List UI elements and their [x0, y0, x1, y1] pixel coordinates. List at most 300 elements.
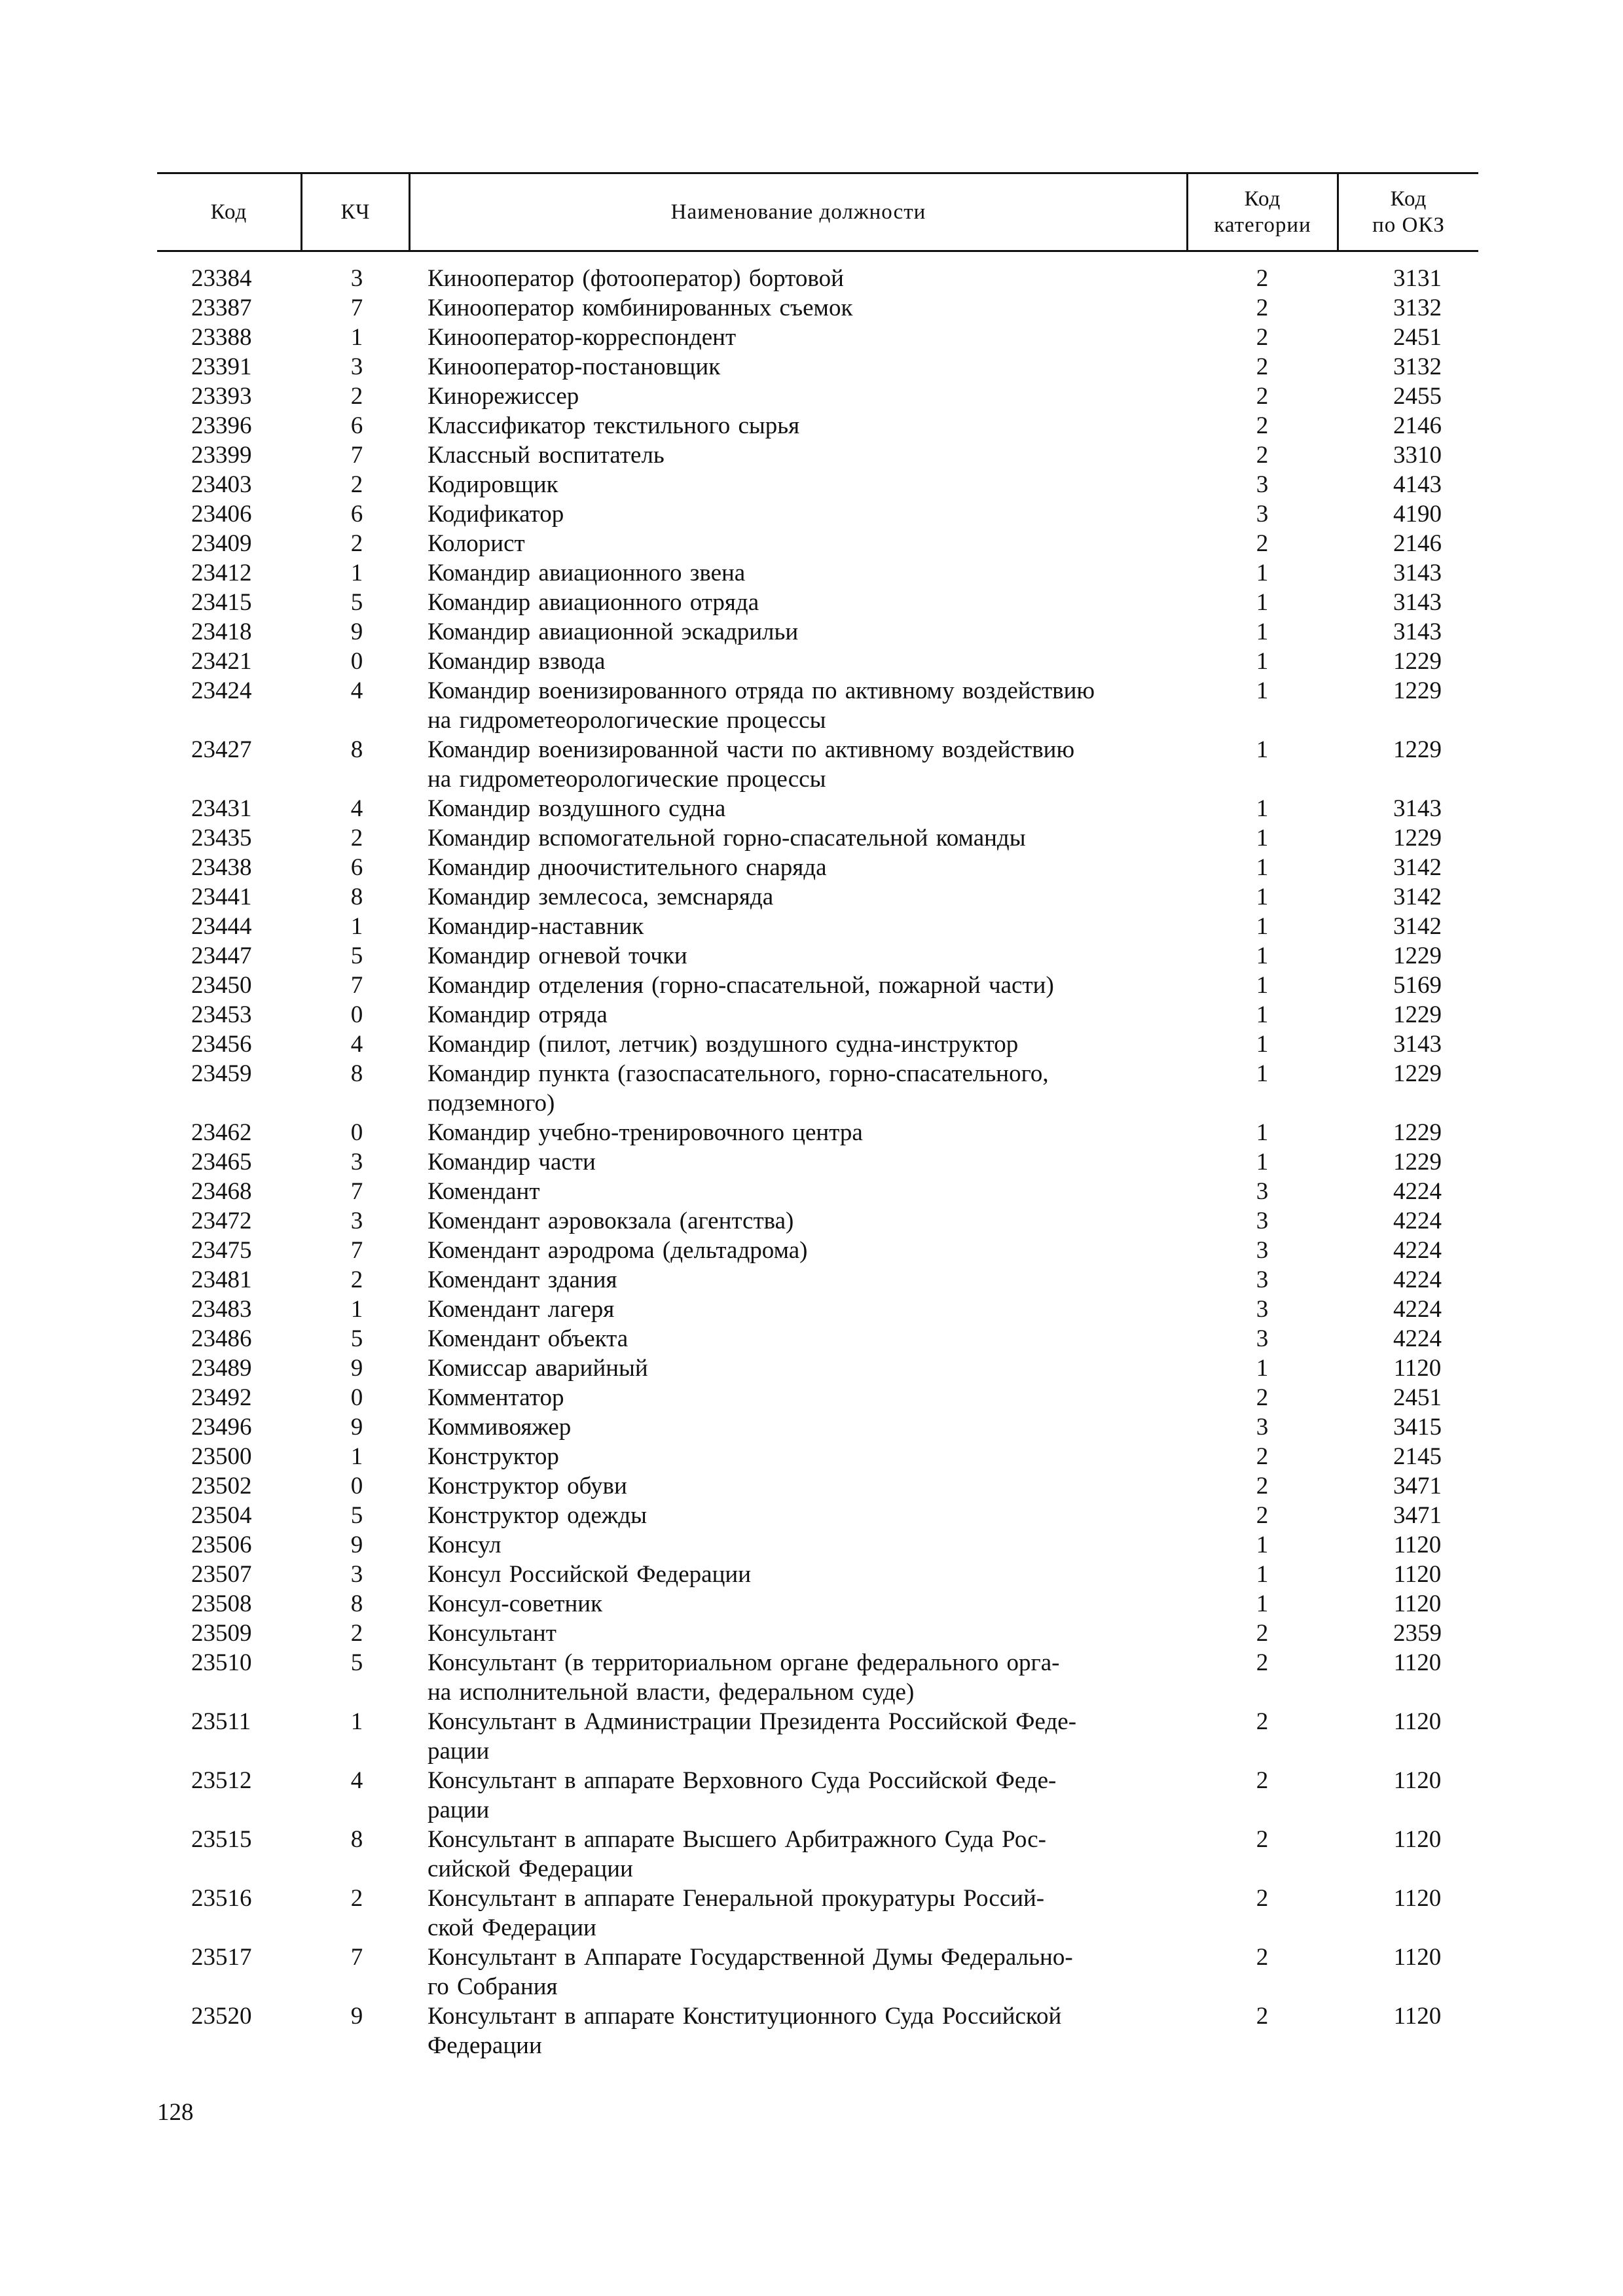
row-position-name — [428, 1059, 1324, 1118]
row-okz: 1229 — [1393, 677, 1442, 704]
row-position-name — [428, 529, 1324, 558]
row-kch: 3 — [350, 265, 363, 292]
row-category: 1 — [1256, 619, 1269, 645]
row-name-line: Консультант в аппарате Высшего Арбитражного Суда Рос- — [428, 1826, 1047, 1853]
row-okz: 3471 — [1393, 1502, 1442, 1529]
row-code: 23403 — [191, 471, 252, 498]
row-category: 1 — [1256, 677, 1269, 704]
row-kch: 3 — [350, 1208, 363, 1234]
row-position-name — [428, 617, 1324, 647]
table-row — [157, 1825, 1478, 1884]
row-okz: 3132 — [1393, 295, 1442, 321]
row-name-line: Командир авиационного отряда — [428, 589, 759, 616]
row-okz: 4224 — [1393, 1237, 1442, 1264]
table-row — [157, 912, 1478, 941]
row-name-line: Комментатор — [428, 1384, 564, 1411]
row-position-name — [428, 470, 1324, 499]
row-okz: 1229 — [1393, 1119, 1442, 1146]
row-position-name — [428, 1501, 1324, 1530]
row-name-line: Консультант — [428, 1620, 556, 1647]
row-name-line: Командир военизированной части по активному воздействию — [428, 736, 1075, 763]
table-row — [157, 1383, 1478, 1412]
row-name-line: Командир части — [428, 1149, 596, 1175]
row-okz: 3142 — [1393, 854, 1442, 881]
row-kch: 5 — [350, 1502, 363, 1529]
row-kch: 3 — [350, 353, 363, 380]
row-position-name — [428, 1619, 1324, 1648]
table-row — [157, 1943, 1478, 2001]
row-position-name — [428, 676, 1324, 735]
row-code: 23489 — [191, 1355, 252, 1382]
row-category: 3 — [1256, 1208, 1269, 1234]
header-position-name — [410, 174, 1188, 250]
header-category-line-2: категории — [1214, 213, 1311, 237]
row-code: 23384 — [191, 265, 252, 292]
row-code: 23412 — [191, 560, 252, 586]
row-name-line: Командир учебно-тренировочного центра — [428, 1119, 863, 1146]
row-category: 1 — [1256, 884, 1269, 910]
header-code-label: Код — [210, 200, 247, 224]
row-code: 23438 — [191, 854, 252, 881]
row-code: 23483 — [191, 1296, 252, 1323]
table-row — [157, 1707, 1478, 1766]
row-okz: 1120 — [1393, 1826, 1442, 1853]
row-okz: 2455 — [1393, 383, 1442, 410]
row-kch: 7 — [350, 442, 363, 469]
header-kch-label: КЧ — [340, 200, 371, 224]
row-kch: 4 — [350, 1031, 363, 1058]
row-category: 1 — [1256, 854, 1269, 881]
row-okz: 2451 — [1393, 1384, 1442, 1411]
row-position-name — [428, 293, 1324, 323]
table-row — [157, 941, 1478, 971]
row-category: 1 — [1256, 1001, 1269, 1028]
row-kch: 4 — [350, 795, 363, 822]
row-code: 23506 — [191, 1532, 252, 1558]
row-name-line: на гидрометеорологические процессы — [428, 766, 826, 793]
table-row — [157, 1295, 1478, 1324]
row-category: 2 — [1256, 1443, 1269, 1470]
row-name-line: Командир воздушного судна — [428, 795, 726, 822]
row-code: 23475 — [191, 1237, 252, 1264]
row-name-line: Консультант в аппарате Верховного Суда Российской Феде- — [428, 1767, 1057, 1794]
row-okz: 4224 — [1393, 1178, 1442, 1205]
row-code: 23399 — [191, 442, 252, 469]
row-kch: 8 — [350, 736, 363, 763]
row-code: 23393 — [191, 383, 252, 410]
row-code: 23486 — [191, 1325, 252, 1352]
table-row — [157, 1471, 1478, 1501]
row-category: 1 — [1256, 648, 1269, 675]
row-name-line: на исполнительной власти, федеральном суде) — [428, 1679, 915, 1706]
row-category: 3 — [1256, 1414, 1269, 1441]
row-category: 1 — [1256, 1031, 1269, 1058]
row-position-name — [428, 853, 1324, 882]
row-kch: 3 — [350, 1561, 363, 1588]
table-row — [157, 2001, 1478, 2060]
row-position-name — [428, 1530, 1324, 1560]
row-kch: 9 — [350, 619, 363, 645]
row-okz: 1229 — [1393, 736, 1442, 763]
row-position-name — [428, 823, 1324, 853]
row-okz: 3310 — [1393, 442, 1442, 469]
row-category: 1 — [1256, 1060, 1269, 1087]
row-name-line: Комендант — [428, 1178, 540, 1205]
table-row — [157, 853, 1478, 882]
row-name-line: Кинорежиссер — [428, 383, 579, 410]
row-position-name — [428, 971, 1324, 1000]
row-code: 23435 — [191, 825, 252, 852]
row-kch: 5 — [350, 1325, 363, 1352]
row-name-line: Классный воспитатель — [428, 442, 665, 469]
row-position-name — [428, 382, 1324, 411]
table-row — [157, 264, 1478, 293]
row-name-line: Командир огневой точки — [428, 942, 687, 969]
header-category-line-1: Код — [1244, 187, 1281, 211]
row-code: 23459 — [191, 1060, 252, 1087]
row-okz: 4224 — [1393, 1208, 1442, 1234]
table-header — [157, 172, 1478, 252]
row-category: 2 — [1256, 353, 1269, 380]
row-name-line: Кодировщик — [428, 471, 558, 498]
row-kch: 6 — [350, 412, 363, 439]
row-code: 23502 — [191, 1473, 252, 1499]
row-category: 2 — [1256, 295, 1269, 321]
header-code — [157, 174, 302, 250]
row-position-name — [428, 1442, 1324, 1471]
row-kch: 9 — [350, 2003, 363, 2030]
row-name-line: Консультант в Аппарате Государственной Думы Федерально- — [428, 1944, 1073, 1971]
row-code: 23453 — [191, 1001, 252, 1028]
table-row — [157, 1501, 1478, 1530]
row-okz: 3143 — [1393, 619, 1442, 645]
table-row — [157, 647, 1478, 676]
row-position-name — [428, 1943, 1324, 2001]
row-code: 23517 — [191, 1944, 252, 1971]
row-kch: 5 — [350, 1649, 363, 1676]
row-kch: 9 — [350, 1532, 363, 1558]
table-row — [157, 558, 1478, 588]
row-code: 23512 — [191, 1767, 252, 1794]
row-name-line: Кинооператор-постановщик — [428, 353, 721, 380]
row-code: 23509 — [191, 1620, 252, 1647]
row-code: 23406 — [191, 501, 252, 528]
row-kch: 8 — [350, 1590, 363, 1617]
row-category: 2 — [1256, 1620, 1269, 1647]
row-name-line: Командир отряда — [428, 1001, 608, 1028]
header-kch — [302, 174, 410, 250]
row-category: 2 — [1256, 412, 1269, 439]
row-position-name — [428, 882, 1324, 912]
row-code: 23515 — [191, 1826, 252, 1853]
header-name-label: Наименование должности — [670, 200, 926, 224]
table-row — [157, 323, 1478, 352]
row-kch: 9 — [350, 1414, 363, 1441]
table-body — [157, 264, 1478, 2060]
row-kch: 7 — [350, 972, 363, 999]
row-name-line: Коммивояжер — [428, 1414, 572, 1441]
row-position-name — [428, 1118, 1324, 1147]
row-name-line: Командир авиационной эскадрильи — [428, 619, 799, 645]
row-code: 23444 — [191, 913, 252, 940]
table-row — [157, 411, 1478, 440]
row-okz: 3142 — [1393, 913, 1442, 940]
row-position-name — [428, 1147, 1324, 1177]
row-code: 23431 — [191, 795, 252, 822]
row-okz: 1120 — [1393, 1649, 1442, 1676]
row-okz: 1229 — [1393, 648, 1442, 675]
row-category: 1 — [1256, 589, 1269, 616]
row-name-line: рации — [428, 1738, 490, 1765]
row-name-line: Кинооператор (фотооператор) бортовой — [428, 265, 844, 292]
row-code: 23387 — [191, 295, 252, 321]
row-name-line: Командир-наставник — [428, 913, 644, 940]
row-name-line: Командир авиационного звена — [428, 560, 746, 586]
row-okz: 1229 — [1393, 825, 1442, 852]
row-kch: 8 — [350, 1060, 363, 1087]
row-position-name — [428, 499, 1324, 529]
row-kch: 0 — [350, 1001, 363, 1028]
row-kch: 8 — [350, 884, 363, 910]
row-code: 23427 — [191, 736, 252, 763]
row-name-line: Командир землесоса, земснаряда — [428, 884, 774, 910]
row-code: 23456 — [191, 1031, 252, 1058]
row-code: 23468 — [191, 1178, 252, 1205]
row-okz: 2146 — [1393, 530, 1442, 557]
row-position-name — [428, 1707, 1324, 1766]
row-category: 3 — [1256, 1325, 1269, 1352]
table-row — [157, 823, 1478, 853]
row-category: 2 — [1256, 383, 1269, 410]
row-name-line: Консультант в аппарате Конституционного Суда Российской — [428, 2003, 1062, 2030]
row-position-name — [428, 1648, 1324, 1707]
table-row — [157, 470, 1478, 499]
row-position-name — [428, 440, 1324, 470]
row-category: 1 — [1256, 1355, 1269, 1382]
row-name-line: Комендант аэродрома (дельтадрома) — [428, 1237, 808, 1264]
row-category: 1 — [1256, 1590, 1269, 1617]
table-row — [157, 1206, 1478, 1236]
row-okz: 4224 — [1393, 1266, 1442, 1293]
row-kch: 2 — [350, 1620, 363, 1647]
table-row — [157, 676, 1478, 735]
row-category: 1 — [1256, 825, 1269, 852]
row-okz: 1229 — [1393, 1149, 1442, 1175]
row-name-line: Командир взвода — [428, 648, 606, 675]
row-position-name — [428, 588, 1324, 617]
row-kch: 1 — [350, 560, 363, 586]
row-category: 1 — [1256, 1532, 1269, 1558]
row-code: 23450 — [191, 972, 252, 999]
table-row — [157, 1147, 1478, 1177]
row-kch: 7 — [350, 1944, 363, 1971]
row-category: 3 — [1256, 501, 1269, 528]
row-name-line: Командир (пилот, летчик) воздушного судна-инструктор — [428, 1031, 1019, 1058]
row-category: 3 — [1256, 471, 1269, 498]
row-kch: 1 — [350, 1443, 363, 1470]
header-okz — [1339, 174, 1478, 250]
table-row — [157, 1589, 1478, 1619]
row-kch: 2 — [350, 471, 363, 498]
row-category: 2 — [1256, 1649, 1269, 1676]
row-name-line: рации — [428, 1797, 490, 1823]
row-okz: 3471 — [1393, 1473, 1442, 1499]
page-number: 128 — [157, 2099, 194, 2126]
row-okz: 1229 — [1393, 1001, 1442, 1028]
table-row — [157, 794, 1478, 823]
row-code: 23447 — [191, 942, 252, 969]
row-code: 23462 — [191, 1119, 252, 1146]
row-position-name — [428, 1412, 1324, 1442]
table-row — [157, 588, 1478, 617]
row-okz: 1120 — [1393, 1944, 1442, 1971]
table-row — [157, 1324, 1478, 1354]
row-name-line: Конструктор одежды — [428, 1502, 647, 1529]
table-row — [157, 440, 1478, 470]
row-position-name — [428, 1295, 1324, 1324]
table-row — [157, 1354, 1478, 1383]
row-name-line: Консультант (в территориальном органе федерального орга- — [428, 1649, 1060, 1676]
row-position-name — [428, 1030, 1324, 1059]
row-code: 23396 — [191, 412, 252, 439]
table-row — [157, 1442, 1478, 1471]
row-code: 23421 — [191, 648, 252, 675]
row-position-name — [428, 735, 1324, 794]
row-okz: 1120 — [1393, 1767, 1442, 1794]
table-row — [157, 382, 1478, 411]
row-position-name — [428, 1560, 1324, 1589]
table-row — [157, 1177, 1478, 1206]
row-code: 23508 — [191, 1590, 252, 1617]
row-name-line: на гидрометеорологические процессы — [428, 707, 826, 734]
row-name-line: Консул Российской Федерации — [428, 1561, 751, 1588]
row-okz: 3131 — [1393, 265, 1442, 292]
row-position-name — [428, 1265, 1324, 1295]
row-code: 23465 — [191, 1149, 252, 1175]
table-row — [157, 1619, 1478, 1648]
row-position-name — [428, 941, 1324, 971]
row-position-name — [428, 1000, 1324, 1030]
row-kch: 8 — [350, 1826, 363, 1853]
row-category: 3 — [1256, 1178, 1269, 1205]
row-category: 2 — [1256, 442, 1269, 469]
row-name-line: Комиссар аварийный — [428, 1355, 648, 1382]
row-kch: 2 — [350, 383, 363, 410]
row-position-name — [428, 323, 1324, 352]
table-row — [157, 1236, 1478, 1265]
row-position-name — [428, 1354, 1324, 1383]
row-name-line: Комендант объекта — [428, 1325, 629, 1352]
table-row — [157, 1030, 1478, 1059]
row-position-name — [428, 1884, 1324, 1943]
row-category: 3 — [1256, 1296, 1269, 1323]
row-code: 23516 — [191, 1885, 252, 1912]
row-category: 1 — [1256, 942, 1269, 969]
row-okz: 4224 — [1393, 1296, 1442, 1323]
row-category: 2 — [1256, 1826, 1269, 1853]
row-code: 23500 — [191, 1443, 252, 1470]
table-row — [157, 882, 1478, 912]
row-code: 23472 — [191, 1208, 252, 1234]
row-position-name — [428, 1324, 1324, 1354]
row-okz: 2451 — [1393, 324, 1442, 351]
row-okz: 1229 — [1393, 942, 1442, 969]
row-code: 23520 — [191, 2003, 252, 2030]
row-okz: 2145 — [1393, 1443, 1442, 1470]
row-category: 1 — [1256, 913, 1269, 940]
row-category: 2 — [1256, 1885, 1269, 1912]
row-kch: 6 — [350, 501, 363, 528]
row-position-name — [428, 1206, 1324, 1236]
row-name-line: Кинооператор-корреспондент — [428, 324, 737, 351]
row-position-name — [428, 2001, 1324, 2060]
table-row — [157, 1412, 1478, 1442]
row-category: 1 — [1256, 560, 1269, 586]
row-okz: 2146 — [1393, 412, 1442, 439]
table-row — [157, 971, 1478, 1000]
row-name-line: Консультант в аппарате Генеральной прокуратуры Россий- — [428, 1885, 1045, 1912]
row-okz: 4143 — [1393, 471, 1442, 498]
row-category: 1 — [1256, 795, 1269, 822]
row-category: 2 — [1256, 530, 1269, 557]
row-kch: 2 — [350, 1885, 363, 1912]
row-code: 23481 — [191, 1266, 252, 1293]
row-position-name — [428, 411, 1324, 440]
row-category: 2 — [1256, 1708, 1269, 1735]
row-kch: 7 — [350, 295, 363, 321]
table-row — [157, 499, 1478, 529]
row-category: 3 — [1256, 1266, 1269, 1293]
row-category: 2 — [1256, 265, 1269, 292]
row-okz: 2359 — [1393, 1620, 1442, 1647]
row-name-line: го Собрания — [428, 1973, 558, 2000]
row-category: 1 — [1256, 1119, 1269, 1146]
row-name-line: Комендант аэровокзала (агентства) — [428, 1208, 794, 1234]
table-row — [157, 352, 1478, 382]
row-kch: 1 — [350, 1708, 363, 1735]
row-okz: 1120 — [1393, 1561, 1442, 1588]
row-category: 2 — [1256, 1767, 1269, 1794]
row-name-line: Командир дноочистительного снаряда — [428, 854, 827, 881]
table-row — [157, 1766, 1478, 1825]
header-okz-line-1: Код — [1390, 187, 1427, 211]
row-code: 23415 — [191, 589, 252, 616]
row-okz: 1120 — [1393, 1355, 1442, 1382]
row-category: 2 — [1256, 1473, 1269, 1499]
table-row — [157, 1884, 1478, 1943]
row-category: 1 — [1256, 1149, 1269, 1175]
row-category: 2 — [1256, 2003, 1269, 2030]
row-okz: 3143 — [1393, 795, 1442, 822]
row-position-name — [428, 647, 1324, 676]
row-kch: 4 — [350, 1767, 363, 1794]
row-category: 2 — [1256, 1502, 1269, 1529]
row-kch: 0 — [350, 648, 363, 675]
row-position-name — [428, 1825, 1324, 1884]
row-code: 23507 — [191, 1561, 252, 1588]
row-code: 23391 — [191, 353, 252, 380]
row-position-name — [428, 1177, 1324, 1206]
table-row — [157, 529, 1478, 558]
row-name-line: Колорист — [428, 530, 525, 557]
row-name-line: Консультант в Администрации Президента Российской Феде- — [428, 1708, 1077, 1735]
table-row — [157, 1000, 1478, 1030]
row-name-line: Классификатор текстильного сырья — [428, 412, 800, 439]
row-kch: 3 — [350, 1149, 363, 1175]
row-category: 2 — [1256, 324, 1269, 351]
row-name-line: Кодификатор — [428, 501, 564, 528]
table-row — [157, 1560, 1478, 1589]
